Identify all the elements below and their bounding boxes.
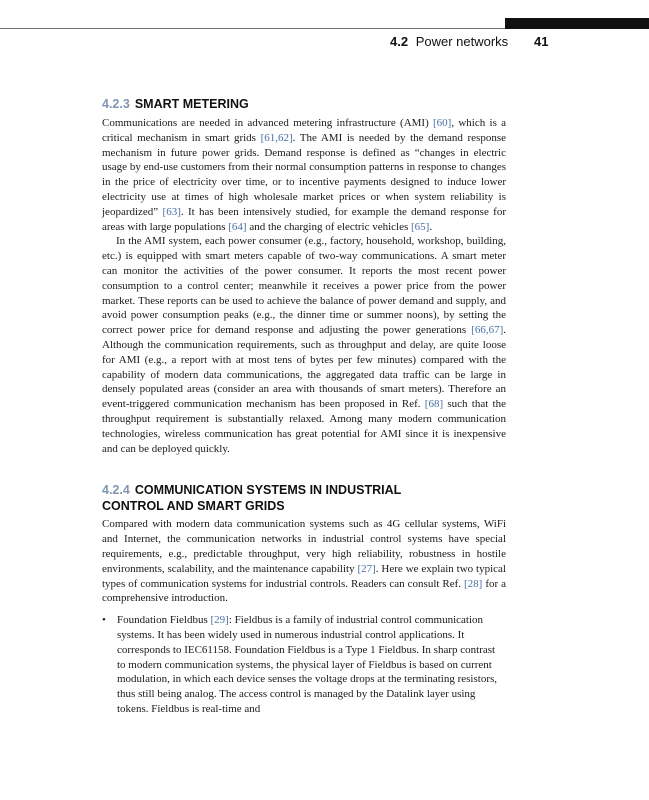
text-run: Foundation Fieldbus (117, 614, 211, 627)
section-title-line2: CONTROL AND SMART GRIDS (102, 499, 285, 514)
citation-link[interactable]: [61,62] (260, 131, 293, 144)
header-rule (0, 28, 508, 29)
text-run: such that the throughput requirement is substantially relaxed. Among many modern communication technologies, wireless communication has great potential for AMI since it is inexpensive and can be deployed quickly. (102, 398, 506, 455)
citation-link[interactable]: [29] (210, 614, 229, 627)
text-run: and the charging of electric vehicles (246, 220, 412, 233)
citation-link[interactable]: [63] (162, 205, 181, 218)
page-number: 41 (534, 34, 549, 49)
header-bar (505, 18, 649, 29)
citation-link[interactable]: [68] (424, 398, 444, 411)
text-run: : Fieldbus is a family of industrial control communication systems. It has been widely used in numerous industrial control applications. It corresponds to IEC61158. Foundation Fieldbus is a Type 1 Fieldbus. In sharp contrast to modern communication systems, the physical layer of Fieldbus is based on current modulation, in which each device senses the voltage drops at the terminating resistors, thus still being analog. The access control is managed by the Datalink layer using tokens. Fieldbus is real-time and (117, 614, 498, 715)
running-head-section-number: 4.2 (390, 34, 409, 49)
section-number: 4.2.3 (102, 97, 130, 111)
text-run: . It has been intensively studied, for example the demand response for areas with large populations (102, 205, 506, 233)
page-content (102, 96, 506, 717)
bullet-icon: • (102, 614, 106, 627)
section-number: 4.2.4 (102, 483, 130, 498)
text-run: , which is a critical mechanism in smart grids (102, 117, 506, 144)
text-run: for a comprehensive introduction. (102, 577, 506, 605)
section-title-line1: COMMUNICATION SYSTEMS IN INDUSTRIAL (134, 483, 402, 498)
section-heading-smart-metering (102, 96, 506, 112)
citation-link[interactable]: [65] (411, 220, 430, 233)
text-run: . (429, 220, 433, 233)
running-head-section-title: Power networks (415, 34, 509, 49)
citation-link[interactable]: [60] (433, 117, 452, 129)
text-run: . Although the communication requirements, such as throughput and delay, are quite loose for AMI (e.g., a report with at most tens of bytes per few minutes) compared with the capability of modern data communications, the aggregated data traffic can be large in densely populated areas (consider an area with thousands of smart meters). Therefore an event-triggered communication mechanism has been proposed in Ref. (102, 324, 506, 411)
section-heading-communication-systems (102, 482, 506, 514)
citation-link[interactable]: [64] (228, 220, 247, 233)
citation-link[interactable]: [66,67] (471, 324, 504, 337)
paragraph (102, 234, 506, 456)
bullet-list (102, 613, 506, 717)
text-run: In the AMI system, each power consumer (e.g., factory, household, workshop, building, etc.) is equipped with smart meters capable of two-way communications. A smart meter can monitor the activities of the power consumer. It reports the most recent power consumption to a control center; meanwhile it receives a power price from the power market. These reports can be used to achieve the balance of power demand and supply, and avoid power consumption peaks (e.g., the dinner time or summer noons), by setting the correct power price for demand response and adjusting the power generations (102, 235, 506, 337)
text-run: Communications are needed in advanced metering infrastructure (AMI) (102, 117, 434, 129)
list-item (102, 613, 506, 717)
paragraph (102, 517, 506, 606)
text-run: Compared with modern data communication systems such as 4G cellular systems, WiFi and Internet, the communication networks in industrial control systems have special requirements, e.g., predictable throughput, very high reliability, robustness in hostile environments, scalability, and the maintenance capability (102, 518, 506, 575)
citation-link[interactable]: [28] (464, 577, 483, 590)
paragraph (102, 116, 506, 234)
citation-link[interactable]: [27] (357, 562, 376, 575)
running-head (390, 34, 550, 52)
text-run: . The AMI is needed by the demand response mechanism in future power grids. Demand response is defined as “changes in electric usage by end-use customers from their normal consumption patterns in response to changes in the price of electricity over time, or to incentive payments designed to induce lower electricity use at times of high wholesale market prices or when system reliability is jeopardized” (102, 131, 506, 218)
text-run: . Here we explain two typical types of communication systems for industrial controls. Readers can consult Ref. (102, 562, 506, 590)
section-title: SMART METERING (134, 97, 249, 111)
list-item-text (117, 614, 497, 715)
